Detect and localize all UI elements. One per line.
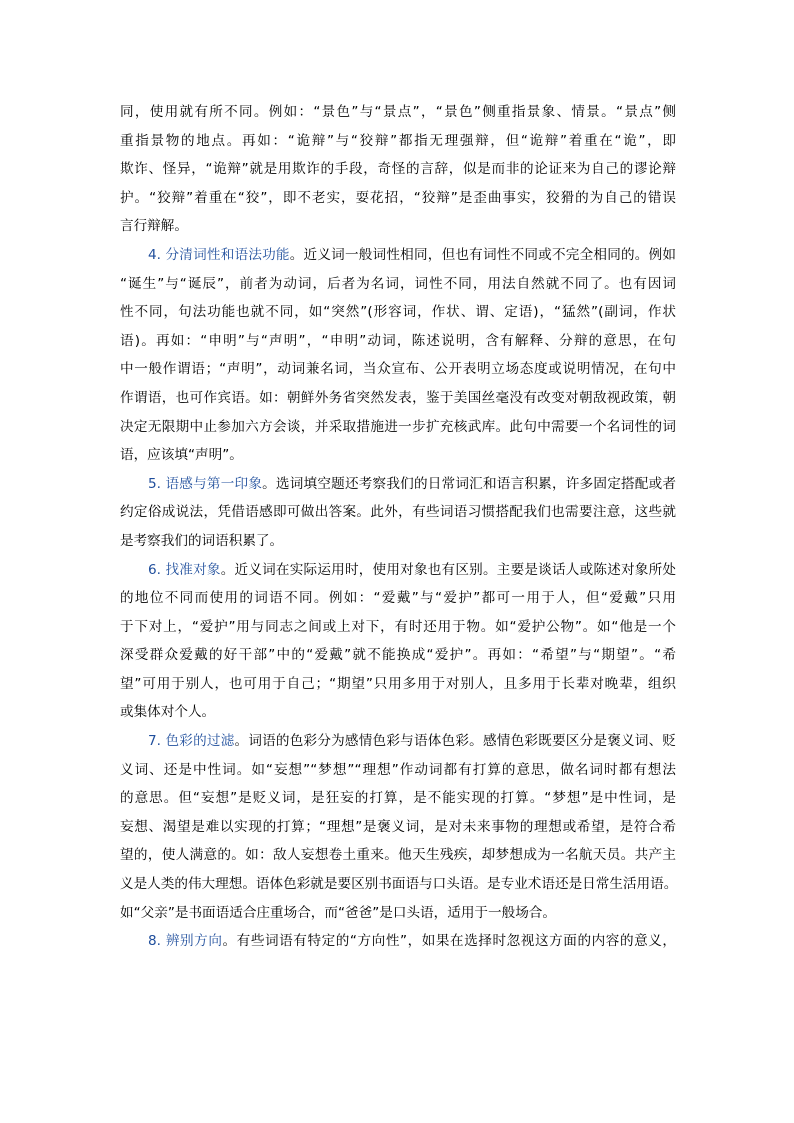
text-line <box>120 556 676 585</box>
text-line: 如“父亲”是书面语适合庄重场合，而“爸爸”是口头语，适用于一般场合。 <box>120 904 556 921</box>
item-number: 6. <box>148 561 166 578</box>
text-line: 于下对上，“爱护”用与同志之间或上对下，有时还用于物。如“爱护公物”。如“他是一个 <box>120 618 676 635</box>
text-line <box>120 470 676 499</box>
text-line: 望”可用于别人，也可用于自己；“期望”只用多用于对别人，且多用于长辈对晚辈，组织 <box>120 675 676 692</box>
item-number: 5. <box>148 475 166 492</box>
text-line: 护。“狡辩”着重在“狡”，即不老实，耍花招，“狡辩”是歪曲事实，狡猾的为自己的错误 <box>120 189 676 206</box>
text-line: 望的，使人满意的。如：敌人妄想卷土重来。他天生残疾，却梦想成为一名航天员。共产主 <box>120 847 676 864</box>
item-heading: 色彩的过滤 <box>165 733 235 750</box>
paragraph <box>120 241 676 470</box>
text-line: 性不同，句法功能也就不同，如“突然”(形容词，作状、谓、定语)，“猛然”(副词，作状 <box>120 304 676 321</box>
text-line: 欺诈、怪异，“诡辩”就是用欺诈的手段，奇怪的言辞，似是而非的论证来为自己的谬论辩 <box>120 161 676 178</box>
text-line: 的意思。但“妄想”是贬义词，是狂妄的打算，是不能实现的打算。“梦想”是中性词，是 <box>120 790 676 807</box>
text-line: 中一般作谓语；“声明”，动词兼名词，当众宣布、公开表明立场态度或说明情况，在句中 <box>120 361 676 378</box>
text-line: 义是人类的伟大理想。语体色彩就是要区别书面语与口头语。是专业术语还是日常生活用语。 <box>120 876 678 893</box>
item-heading: 辨别方向 <box>165 933 223 950</box>
item-number: 4. <box>148 246 166 263</box>
text-line <box>120 927 676 956</box>
text-line: 言行辩解。 <box>120 218 188 235</box>
text-line: 约定俗成说法，凭借语感即可做出答案。此外，有些词语习惯搭配我们也需要注意，这些就 <box>120 504 676 521</box>
text-line: 是考察我们的词语积累了。 <box>120 532 284 549</box>
text-line: 深受群众爱戴的好干部”中的“爱戴”就不能换成“爱护”。再如：“希望”与“期望”。“希 <box>120 647 676 664</box>
text-line: 义词、还是中性词。如“妄想”“梦想”“理想”作动词都有打算的意思，做名词时都有想法 <box>120 761 676 778</box>
paragraph <box>120 927 676 956</box>
item-number: 8. <box>148 933 166 950</box>
paragraph <box>120 556 676 728</box>
text-line: 的地位不同而使用的词语不同。例如：“爱戴”与“爱护”都可一用于人，但“爱戴”只用 <box>120 590 676 607</box>
paragraph <box>120 98 676 241</box>
text-line <box>120 241 676 270</box>
item-heading: 语感与第一印象 <box>165 475 263 492</box>
text-line: 妄想、渴望是难以实现的打算；“理想”是褒义词，是对未来事物的理想或希望，是符合希 <box>120 818 676 835</box>
text-line: 作谓语，也可作宾语。如：朝鲜外务省突然发表，鉴于美国丝毫没有改变对朝敌视政策，朝 <box>120 389 676 406</box>
line-text: 。近义词一般词性相同，但也有词性不同或不完全相同的。例如 <box>289 246 677 263</box>
paragraph <box>120 727 676 927</box>
text-line: 或集体对个人。 <box>120 704 216 721</box>
line-text: 。近义词在实际运用时，使用对象也有区别。主要是谈话人或陈述对象所处 <box>220 561 676 578</box>
text-line: 重指景物的地点。再如：“诡辩”与“狡辩”都指无理强辩，但“诡辩”着重在“诡”，即 <box>120 132 676 149</box>
text-line: “诞生”与“诞辰”，前者为动词，后者为名词，词性不同，用法自然就不同了。也有因词 <box>120 275 676 292</box>
line-text: 。选词填空题还考察我们的日常词汇和语言积累，许多固定搭配或者 <box>262 475 676 492</box>
text-line: 语，应该填“声明”。 <box>120 447 243 464</box>
text-line: 语)。再如：“申明”与“声明”，“申明”动词，陈述说明，含有解释、分辩的意思，在句 <box>120 332 676 349</box>
paragraph <box>120 470 676 556</box>
item-number: 7. <box>148 733 166 750</box>
item-heading: 找准对象 <box>165 561 221 578</box>
document-body <box>120 98 676 956</box>
line-text: 。有些词语有特定的“方向性”，如果在选择时忽视这方面的内容的意义， <box>222 933 677 950</box>
line-text: 。词语的色彩分为感情色彩与语体色彩。感情色彩既要区分是褒义词、贬 <box>234 733 676 750</box>
item-heading: 分清词性和语法功能 <box>165 246 290 263</box>
text-line <box>120 727 676 756</box>
text-line: 决定无限期中止参加六方会谈，并采取措施进一步扩充核武库。此句中需要一个名词性的词 <box>120 418 676 435</box>
text-line: 同，使用就有所不同。例如：“景色”与“景点”，“景色”侧重指景象、情景。“景点”侧 <box>120 104 676 120</box>
